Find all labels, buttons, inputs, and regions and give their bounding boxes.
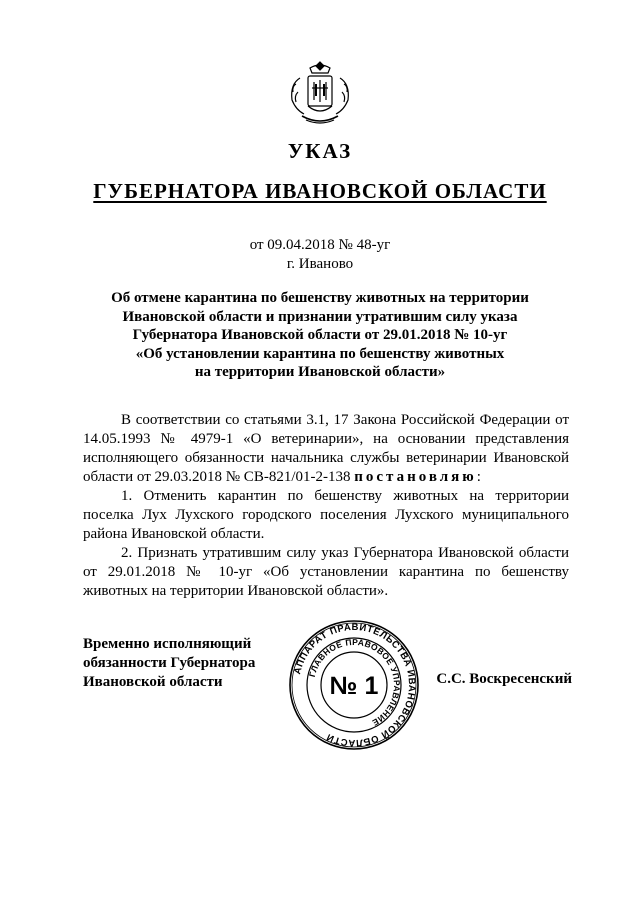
heading-line: Губернатора Ивановской области от 29.01.2018 № 10-уг <box>132 327 508 343</box>
seal-inner-text: ГЛАВНОЕ ПРАВОВОЕ УПРАВЛЕНИЕ <box>306 636 403 729</box>
signatory-position <box>83 635 303 692</box>
decree-body <box>83 411 569 601</box>
heading-line: Ивановской области и признании утратившим силу указа <box>122 308 518 325</box>
decree-heading <box>90 289 550 382</box>
item-1-paragraph: 1. Отменить карантин по бешенству животных на территории поселка Лух Лухского городского поселения Лухского муниципального района Ивановской области. <box>83 488 569 542</box>
city-line: г. Иваново <box>286 256 354 272</box>
item-2-paragraph: 2. Признать утратившим силу указ Губернатора Ивановской области от 29.01.2018 № 10-уг «Об установлении карантина по бешенству животных на территории Ивановской области». <box>83 545 569 599</box>
seal-outer-text: АППАРАТ ПРАВИТЕЛЬСТВА ИВАНОВСКОЙ ОБЛАСТИ <box>292 621 418 749</box>
heading-line: «Об установлении карантина по бешенству животных <box>135 345 505 362</box>
seal-number: № 1 <box>329 672 379 700</box>
position-line: Временно исполняющий <box>83 636 252 652</box>
heading-line: на территории Ивановской области» <box>194 364 446 380</box>
issuer-title: ГУБЕРНАТОРА ИВАНОВСКОЙ ОБЛАСТИ <box>93 179 547 203</box>
preamble-text: В соответствии со статьями 3.1, 17 Закона Российской Федерации от 14.05.1993 № 4979-1 «О ветеринарии», на основании представления исполняющего обязанности начальника службы ветеринарии Ивановской области от 29.03.2018 № СВ-821/01-2-138 <box>83 412 569 485</box>
coat-of-arms-icon <box>284 58 356 130</box>
position-line: Ивановской области <box>83 674 223 690</box>
signatory-name: С.С. Воскресенский <box>436 671 572 687</box>
date-block <box>0 236 640 274</box>
official-seal <box>287 618 421 752</box>
heading-line: Об отмене карантина по бешенству животных на территории <box>111 290 529 306</box>
position-line: обязанности Губернатора <box>83 655 256 671</box>
document-type-title: УКАЗ <box>287 139 353 163</box>
decree-word: постановляю <box>354 469 477 485</box>
date-number-line: от 09.04.2018 № 48-уг <box>249 237 391 253</box>
preamble-paragraph: В соответствии со статьями 3.1, 17 Закона Российской Федерации от 14.05.1993 № 4979-1 «О ветеринарии», на основании представления исполняющего обязанности начальника службы ветеринарии Ивановской области от 29.03.2018 № СВ-821/01-2-138 постановляю: <box>83 412 569 485</box>
